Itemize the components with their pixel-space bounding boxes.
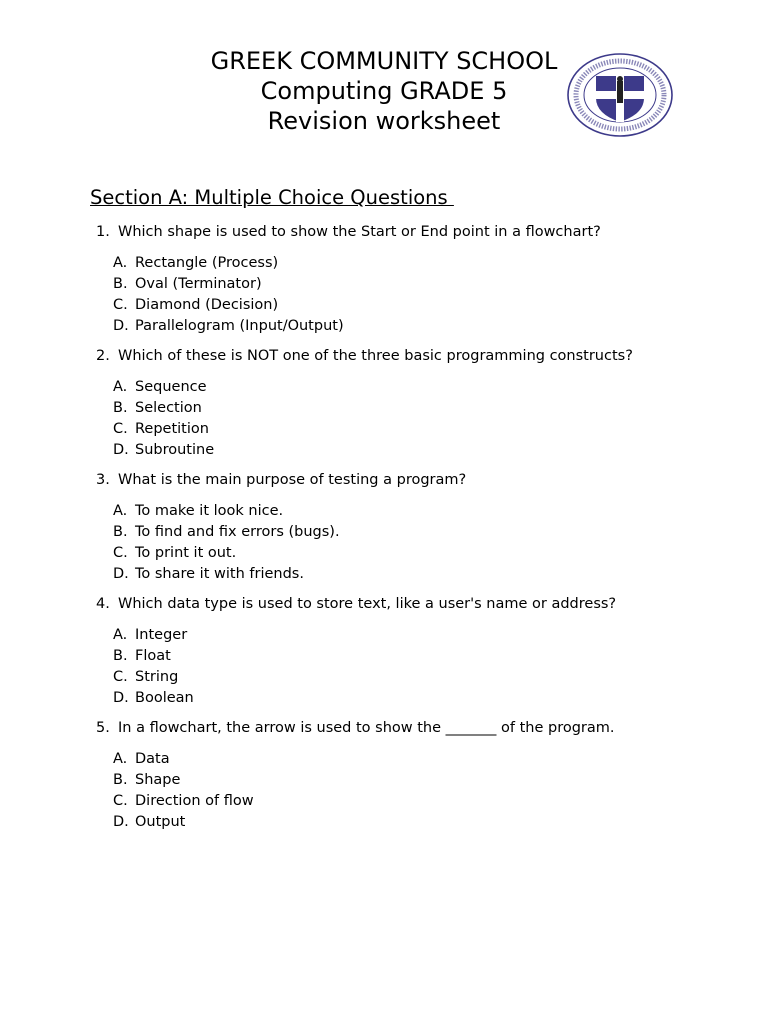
question-4 [96, 594, 736, 709]
answer-option [113, 667, 736, 688]
option-text: To print it out. [135, 545, 237, 561]
option-letter: C. [113, 421, 128, 437]
question-prompt: What is the main purpose of testing a program? [118, 472, 467, 488]
answer-options [113, 625, 736, 709]
option-text: Boolean [135, 690, 194, 706]
option-letter: B. [113, 648, 128, 664]
option-letter: C. [113, 669, 128, 685]
answer-option [113, 522, 736, 543]
question-prompt: Which data type is used to store text, like a user's name or address? [118, 596, 617, 612]
option-letter: D. [113, 690, 129, 706]
answer-options [113, 377, 736, 461]
option-letter: C. [113, 297, 128, 313]
question-5 [96, 718, 736, 833]
option-text: String [135, 669, 179, 685]
answer-option [113, 646, 736, 667]
option-letter: D. [113, 814, 129, 830]
worksheet-title: Revision worksheet [267, 107, 501, 135]
option-letter: A. [113, 751, 128, 767]
question-text [96, 594, 736, 615]
section-a-heading: Section A: Multiple Choice Questions [90, 186, 454, 209]
option-letter: C. [113, 545, 128, 561]
option-text: Shape [135, 772, 181, 788]
worksheet-header [180, 46, 588, 136]
option-text: Selection [135, 400, 202, 416]
option-text: Sequence [135, 379, 207, 395]
option-letter: B. [113, 772, 128, 788]
question-text [96, 222, 736, 243]
option-letter: A. [113, 379, 128, 395]
question-number: 5. [96, 720, 110, 736]
answer-option [113, 377, 736, 398]
question-3 [96, 470, 736, 585]
school-name: GREEK COMMUNITY SCHOOL [210, 47, 558, 75]
question-list [96, 222, 736, 842]
answer-option [113, 625, 736, 646]
question-number: 1. [96, 224, 110, 240]
answer-option [113, 749, 736, 770]
option-letter: A. [113, 627, 128, 643]
question-text [96, 470, 736, 491]
answer-option [113, 398, 736, 419]
question-2 [96, 346, 736, 461]
option-text: Diamond (Decision) [135, 297, 279, 313]
option-text: Data [135, 751, 170, 767]
answer-option [113, 295, 736, 316]
question-1 [96, 222, 736, 337]
answer-option [113, 688, 736, 709]
question-number: 2. [96, 348, 110, 364]
option-text: Oval (Terminator) [135, 276, 262, 292]
option-letter: B. [113, 276, 128, 292]
answer-option [113, 440, 736, 461]
option-letter: B. [113, 524, 128, 540]
option-text: Parallelogram (Input/Output) [135, 318, 344, 334]
answer-options [113, 501, 736, 585]
option-text: To make it look nice. [135, 503, 284, 519]
option-text: To find and fix errors (bugs). [135, 524, 340, 540]
question-text [96, 346, 736, 367]
option-text: Repetition [135, 421, 209, 437]
option-text: Subroutine [135, 442, 215, 458]
answer-option [113, 543, 736, 564]
option-text: Output [135, 814, 186, 830]
answer-option [113, 316, 736, 337]
option-letter: B. [113, 400, 128, 416]
answer-option [113, 501, 736, 522]
question-number: 4. [96, 596, 110, 612]
answer-options [113, 749, 736, 833]
answer-option [113, 253, 736, 274]
option-text: Direction of flow [135, 793, 254, 809]
answer-option [113, 812, 736, 833]
subject-title: Computing GRADE 5 [260, 77, 508, 105]
question-prompt: Which of these is NOT one of the three basic programming constructs? [118, 348, 633, 364]
answer-option [113, 791, 736, 812]
option-letter: D. [113, 566, 129, 582]
option-letter: D. [113, 318, 129, 334]
answer-option [113, 274, 736, 295]
option-letter: A. [113, 503, 128, 519]
answer-option [113, 564, 736, 585]
option-text: Rectangle (Process) [135, 255, 279, 271]
option-text: To share it with friends. [135, 566, 304, 582]
answer-options [113, 253, 736, 337]
question-prompt: In a flowchart, the arrow is used to show the _______ of the program. [118, 720, 615, 736]
option-letter: D. [113, 442, 129, 458]
option-letter: A. [113, 255, 128, 271]
answer-option [113, 419, 736, 440]
school-crest-icon [566, 52, 674, 138]
option-text: Integer [135, 627, 188, 643]
school-crest-logo [566, 52, 674, 138]
question-text [96, 718, 736, 739]
question-prompt: Which shape is used to show the Start or End point in a flowchart? [118, 224, 601, 240]
option-letter: C. [113, 793, 128, 809]
option-text: Float [135, 648, 171, 664]
question-number: 3. [96, 472, 110, 488]
answer-option [113, 770, 736, 791]
